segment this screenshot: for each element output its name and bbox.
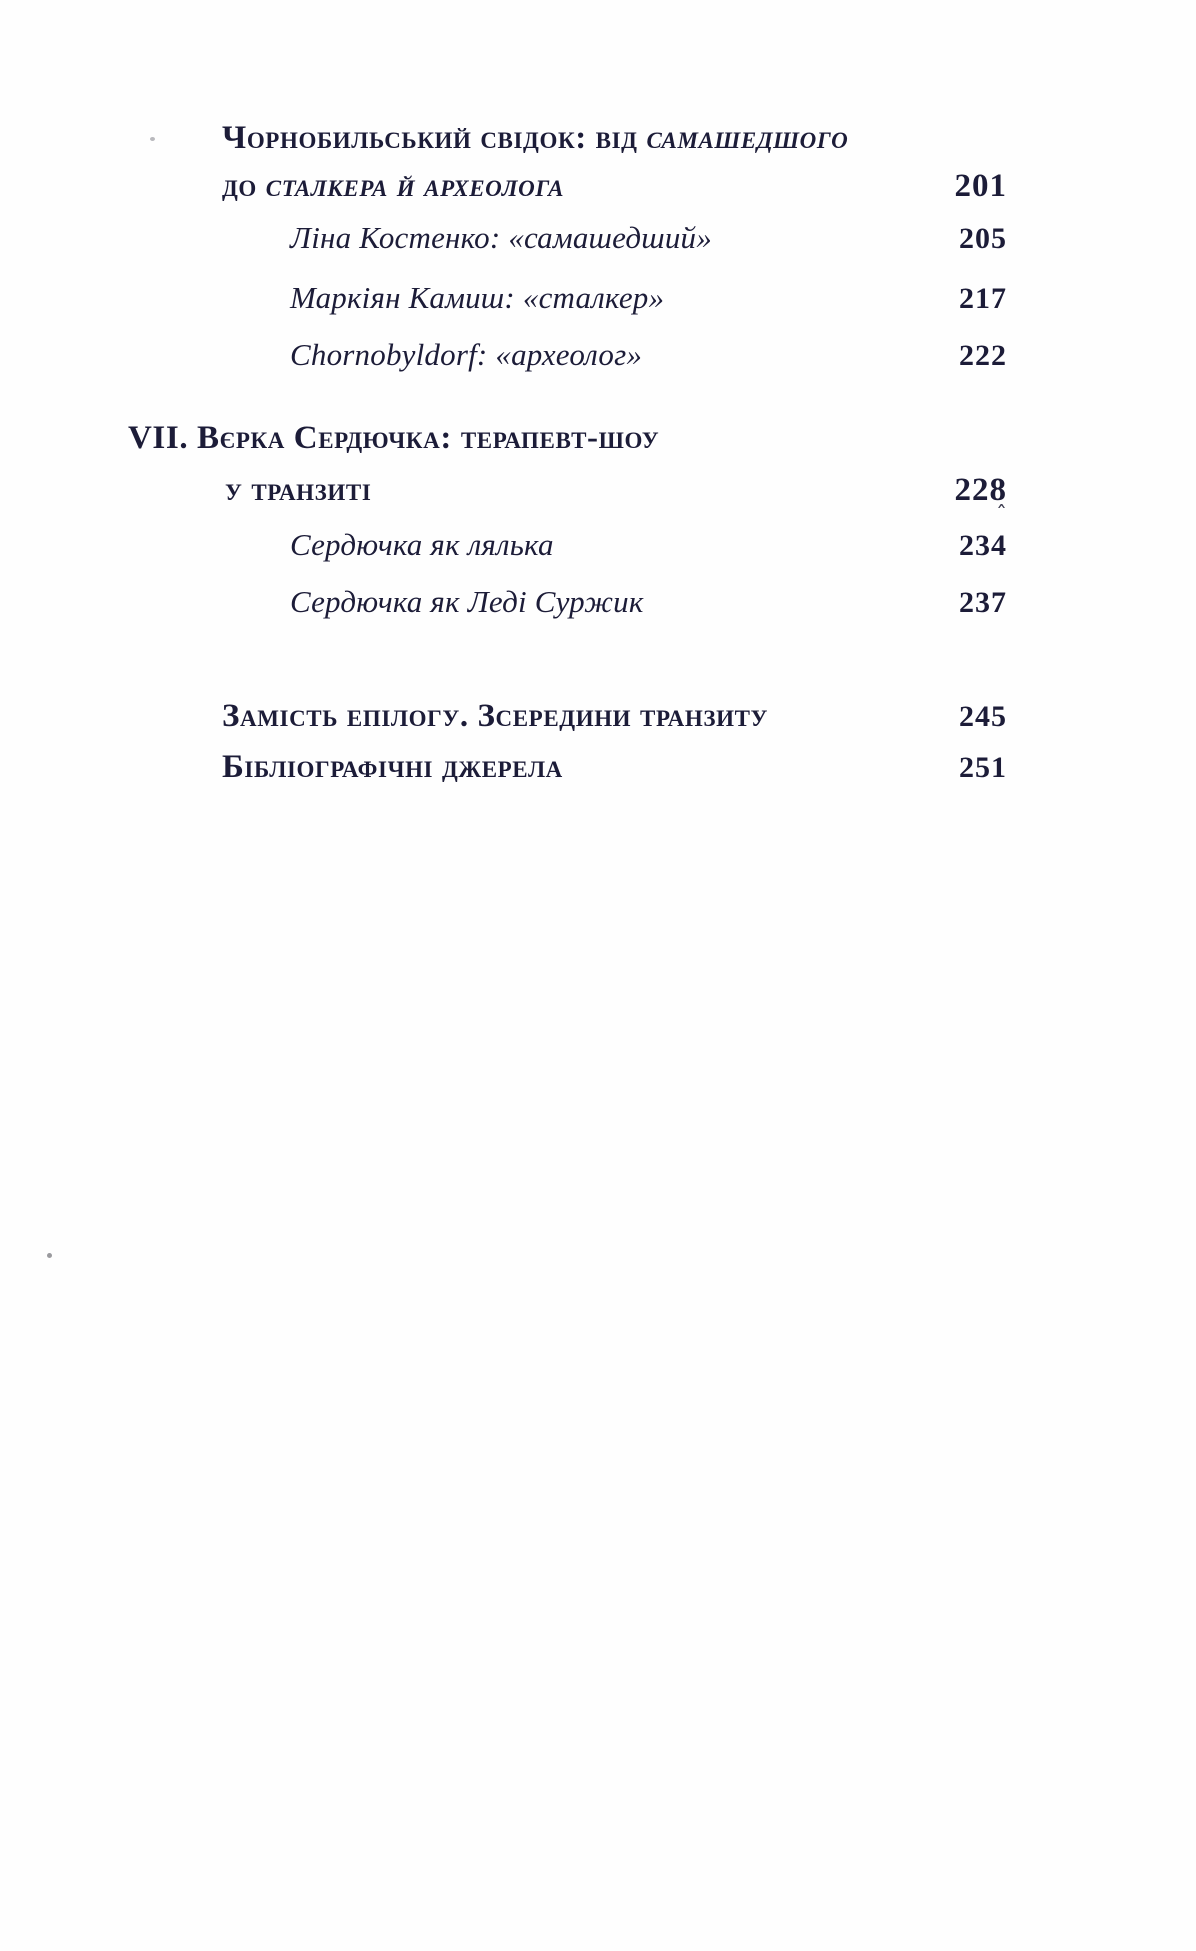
toc-entry-text: до (222, 168, 266, 204)
toc-entry-page-number: 205 (959, 222, 1007, 255)
toc-entry-title: Chornobyldorf: «археолог» (290, 337, 643, 372)
toc-entry-page-number: 201 (954, 168, 1007, 204)
toc-entry (222, 700, 1007, 733)
toc-entry (128, 422, 1007, 455)
toc-entry-title: Сердючка як лялька (290, 527, 554, 562)
toc-entry-page-number: 222 (959, 339, 1007, 372)
toc-entry-page-number: 251 (959, 751, 1007, 784)
toc-entry (222, 751, 1007, 784)
toc-entry (222, 122, 1007, 155)
toc-entry (290, 282, 1007, 314)
toc-entry-text-italic: самашедшого (646, 120, 849, 156)
toc-entry-title: VII. Вєрка Сердючка: терапевт-шоу (128, 420, 660, 456)
toc-entry-page-number: 245 (959, 700, 1007, 733)
toc-entry (222, 170, 1007, 203)
toc-entry-text: Чорнобильський свідок: від (222, 120, 647, 156)
toc-entry (290, 529, 1007, 561)
toc-entry-title (222, 170, 564, 203)
toc-entry-title: Бібліографічні джерела (222, 749, 563, 785)
toc-entry (225, 474, 1007, 507)
toc-entry-page-number: 237 (959, 586, 1007, 619)
toc-entry-title: Ліна Костенко: «самашедший» (290, 220, 712, 255)
scan-caret-artifact: ˆ (996, 503, 1007, 528)
toc-entry-page-number: 234 (959, 529, 1007, 562)
toc-entry-text-italic: сталкера й археолога (265, 168, 565, 204)
toc-entry-page-number: 228 (954, 472, 1007, 508)
toc-entry (290, 222, 1007, 254)
scan-speck (47, 1253, 52, 1258)
toc-entry-title: Маркіян Камиш: «сталкер» (290, 280, 665, 315)
toc-entry-page-number: 217 (959, 282, 1007, 315)
toc-entry-title (222, 122, 848, 155)
scan-speck (150, 137, 155, 141)
toc-entry (290, 586, 1007, 618)
toc-entry-title: у транзиті (225, 472, 372, 508)
toc-entry-title: Сердючка як Леді Суржик (290, 584, 644, 619)
toc-entry (290, 339, 1007, 371)
toc-entry-title: Замість епілогу. Зсередини транзиту (222, 698, 769, 734)
